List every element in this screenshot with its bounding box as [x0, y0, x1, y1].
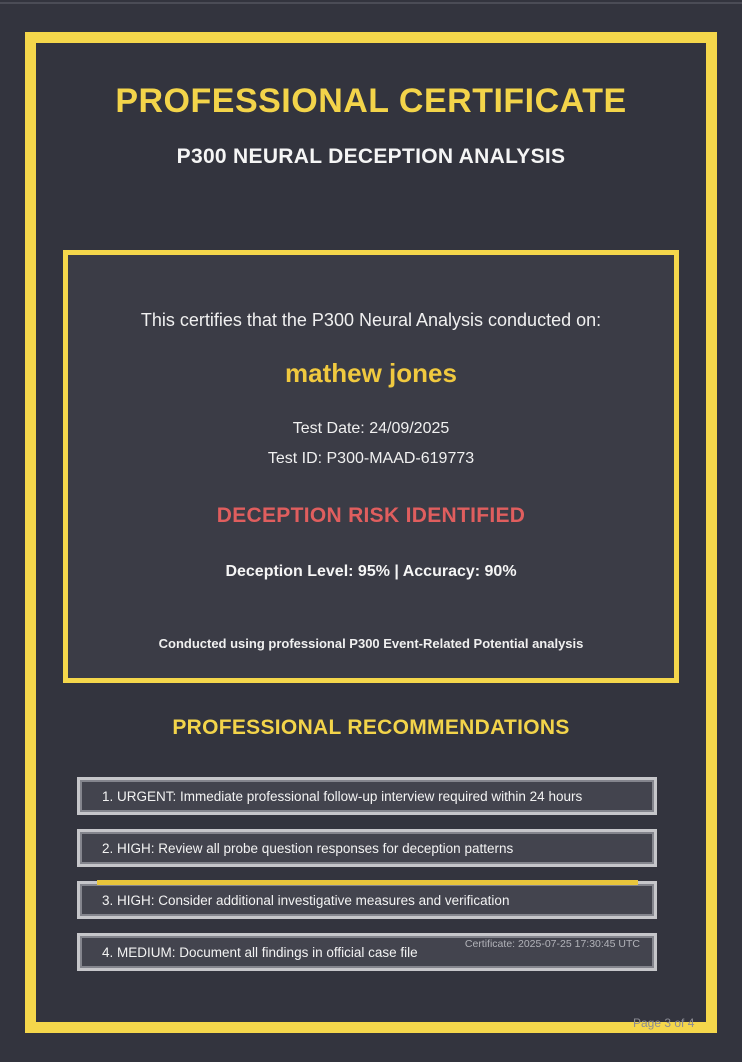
page-indicator: Page 3 of 4 — [633, 1016, 695, 1030]
certificate-timestamp: Certificate: 2025-07-25 17:30:45 UTC — [464, 938, 640, 950]
yellow-accent-stripe — [97, 880, 638, 885]
recommendation-item-2-label: 2. HIGH: Review all probe question responses for deception patterns — [102, 840, 514, 856]
recommendation-item-2 — [77, 829, 657, 867]
test-date: Test Date: 24/09/2025 — [292, 420, 450, 437]
certificate-subtitle: P300 NEURAL DECEPTION ANALYSIS — [176, 145, 566, 168]
deception-result-status: DECEPTION RISK IDENTIFIED — [216, 504, 526, 527]
recommendation-item-1 — [77, 777, 657, 815]
recommendation-item-4-label: 4. MEDIUM: Document all findings in official case file — [102, 944, 418, 960]
top-divider-line — [0, 2, 742, 4]
analysis-method-note: Conducted using professional P300 Event-Related Potential analysis — [158, 636, 584, 651]
certificate-info-box — [63, 250, 679, 683]
certificate-title: PROFESSIONAL CERTIFICATE — [115, 82, 627, 120]
recommendation-item-3 — [77, 881, 657, 919]
recommendations-heading: PROFESSIONAL RECOMMENDATIONS — [172, 716, 570, 739]
test-id: Test ID: P300-MAAD-619773 — [267, 450, 475, 467]
recommendation-item-1-label: 1. URGENT: Immediate professional follow-up interview required within 24 hours — [102, 788, 583, 804]
recommendation-item-3-label: 3. HIGH: Consider additional investigative measures and verification — [102, 892, 510, 908]
deception-metrics: Deception Level: 95% | Accuracy: 90% — [225, 563, 517, 580]
subject-name: mathew jones — [285, 358, 457, 388]
certify-intro-text: This certifies that the P300 Neural Analysis conducted on: — [140, 310, 602, 330]
